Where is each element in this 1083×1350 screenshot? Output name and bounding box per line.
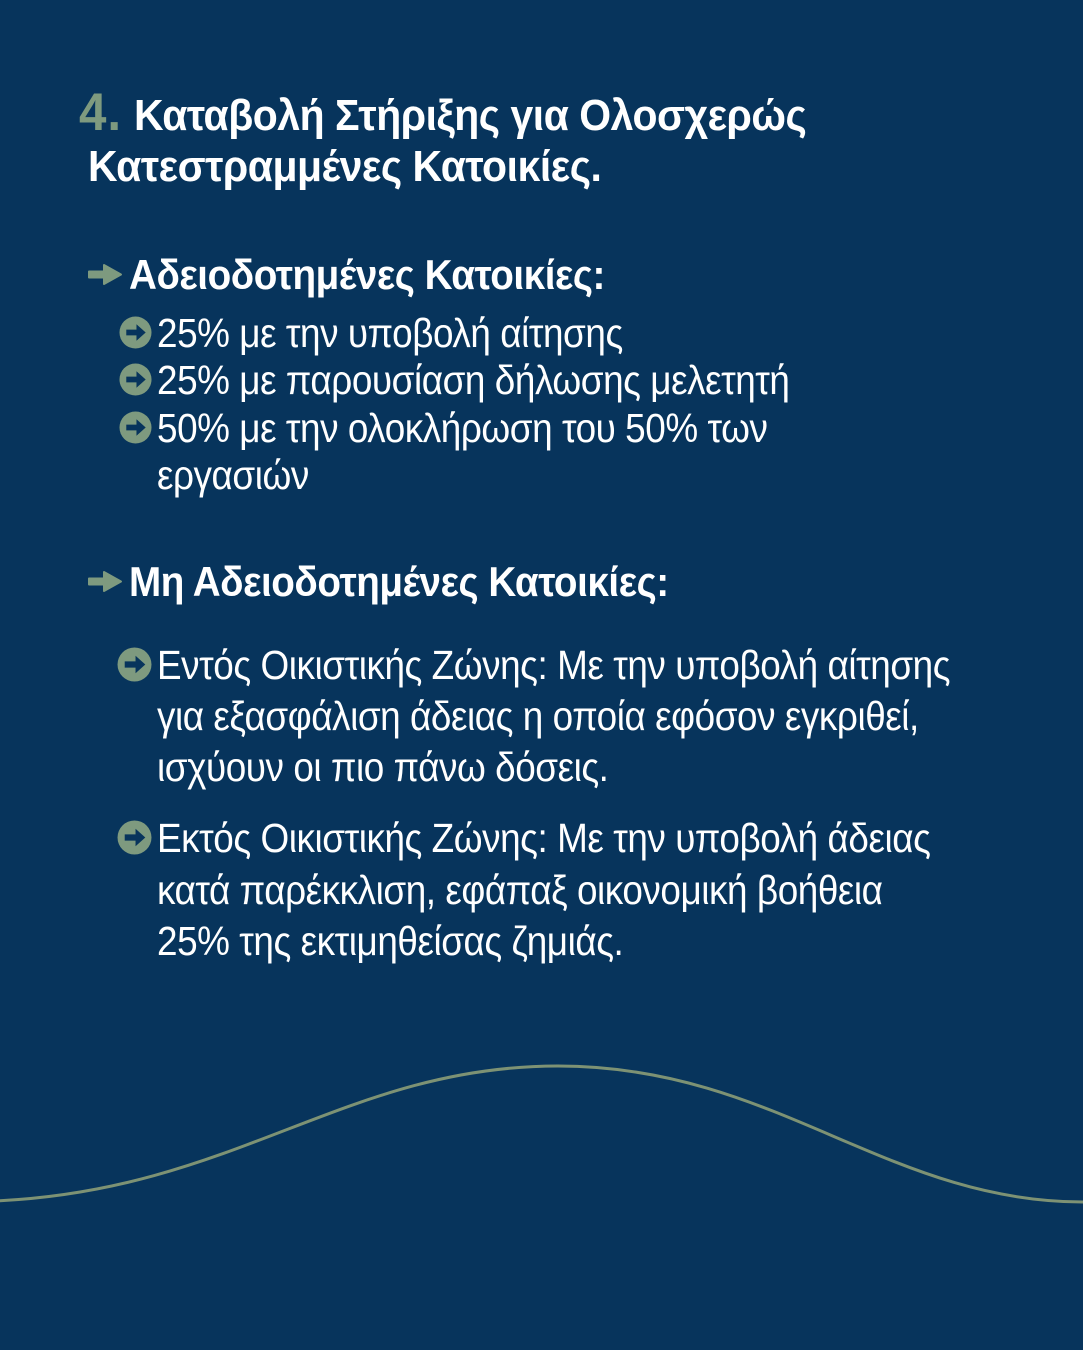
bullet-line-continuation: κατά παρέκκλιση, εφάπαξ οικονομική βοήθεια [157, 867, 883, 913]
bullet-line-continuation: 25% της εκτιμηθείσας ζημιάς. [157, 918, 624, 964]
bullet-line: 50% με την ολοκλήρωση του 50% των [157, 405, 768, 451]
bullet-line-continuation: εργασιών [157, 452, 309, 498]
bullet-line: 25% με παρουσίαση δήλωσης μελετητή [157, 357, 790, 403]
section-heading-unlicensed: Μη Αδειοδοτημένες Κατοικίες: [129, 558, 669, 605]
title-text-1: Καταβολή Στήριξης για Ολοσχερώς [134, 91, 807, 140]
title-text-2: Κατεστραμμένες Κατοικίες. [88, 142, 602, 191]
bullet-line: Εντός Οικιστικής Ζώνης: Με την υποβολή αίτησης [157, 642, 951, 688]
title-number: 4. [79, 83, 122, 142]
bullet-line: Εκτός Οικιστικής Ζώνης: Με την υποβολή άδειας [157, 815, 931, 861]
bullet-line: 25% με την υποβολή αίτησης [157, 310, 623, 356]
bullet-line-continuation: ισχύουν οι πιο πάνω δόσεις. [157, 744, 609, 790]
section-heading-licensed: Αδειοδοτημένες Κατοικίες: [129, 251, 605, 298]
bullet-line-continuation: για εξασφάλιση άδειας η οποία εφόσον εγκριθεί, [157, 693, 919, 739]
